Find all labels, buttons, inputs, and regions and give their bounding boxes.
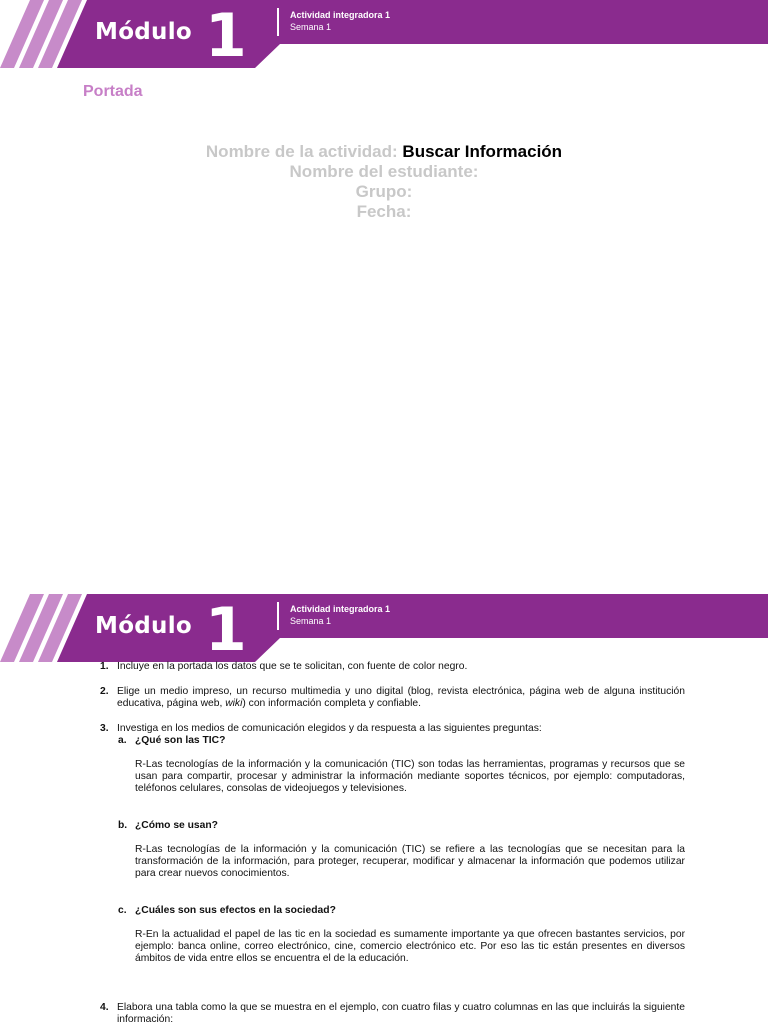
question-b: [83, 820, 685, 832]
question-text: ¿Qué son las TIC?: [135, 735, 226, 746]
item-text-pre: Elige un medio impreso, un recurso multimedia y uno digital (blog, revista electrónica, página web de alguna institución educativa, página web,: [117, 686, 685, 709]
answer-a: R-Las tecnologías de la información y la comunicación (TIC) son todas las herramientas, programas y recursos que se usan para compartir, procesar y administrar la información mediante soportes técnicos, por ejemplo: computadoras, teléfonos celulares, consolas de videojuegos y televisiones.: [135, 759, 685, 794]
header-separator: [277, 8, 279, 36]
answer-c: R-En la actualidad el papel de las tic en la sociedad es sumamente importante ya que ofrecen bastantes servicios, por ejemplo: banca online, correo electrónico, cine, comercio electrónico etc. Por eso las tic están presentes en diversos ámbitos de vida entre ellos se encuentra el de la educación.: [135, 929, 685, 964]
question-letter: b.: [118, 820, 128, 831]
cover-heading: Portada: [83, 83, 143, 100]
instruction-item-2: [100, 686, 685, 710]
page-header-banner: [0, 0, 768, 72]
activity-title: Actividad integradora 1: [290, 604, 391, 614]
item-text: Incluye en la portada los datos que se te solicitan, con fuente de color negro.: [117, 661, 468, 672]
module-number: 1: [205, 595, 247, 665]
item-text: Investiga en los medios de comunicación elegidos y da respuesta a las siguientes preguntas:: [117, 723, 542, 734]
module-label: Módulo: [95, 613, 193, 639]
item-number: 1.: [100, 661, 109, 672]
instructions-list: [100, 661, 685, 1026]
module-number: 1: [205, 1, 247, 71]
item-number: 4.: [100, 1002, 109, 1013]
question-c: [83, 905, 685, 917]
item-text: Elabora una tabla como la que se muestra en el ejemplo, con cuatro filas y cuatro columnas en las que incluirás la siguiente información:: [117, 1002, 685, 1025]
date-label: Fecha:: [356, 202, 412, 221]
activity-title: Actividad integradora 1: [290, 10, 391, 20]
group-label: Grupo:: [355, 182, 413, 201]
question-letter: c.: [118, 905, 127, 916]
item-text-post: ) con información completa y confiable.: [242, 698, 421, 709]
question-text: ¿Cuáles son sus efectos en la sociedad?: [135, 905, 336, 916]
question-a: [83, 735, 685, 747]
instruction-item-4: [100, 1002, 685, 1026]
instruction-item-1: [100, 661, 685, 673]
item-text-emphasis: wiki: [225, 698, 243, 709]
week-label: Semana 1: [290, 22, 332, 32]
page-header-banner-2: [0, 594, 768, 666]
activity-name-line: [0, 142, 768, 162]
activity-name-label: Nombre de la actividad:: [205, 142, 398, 161]
student-name-label: Nombre del estudiante:: [289, 162, 479, 181]
cover-fields: [0, 142, 768, 222]
question-letter: a.: [118, 735, 127, 746]
module-label: Módulo: [95, 19, 193, 45]
answer-b: R-Las tecnologías de la información y la comunicación (TIC) se refiere a las tecnologías que se necesitan para la transformación de la información, para proteger, recuperar, modificar y almacenar la información que podemos utilizar para crear nuevos conocimientos.: [135, 844, 685, 879]
week-label: Semana 1: [290, 616, 332, 626]
instruction-item-3: [100, 723, 685, 735]
question-text: ¿Cómo se usan?: [135, 820, 218, 831]
item-number: 2.: [100, 686, 109, 697]
activity-name-value: Buscar Información: [402, 142, 563, 161]
header-separator: [277, 602, 279, 630]
item-number: 3.: [100, 723, 109, 734]
